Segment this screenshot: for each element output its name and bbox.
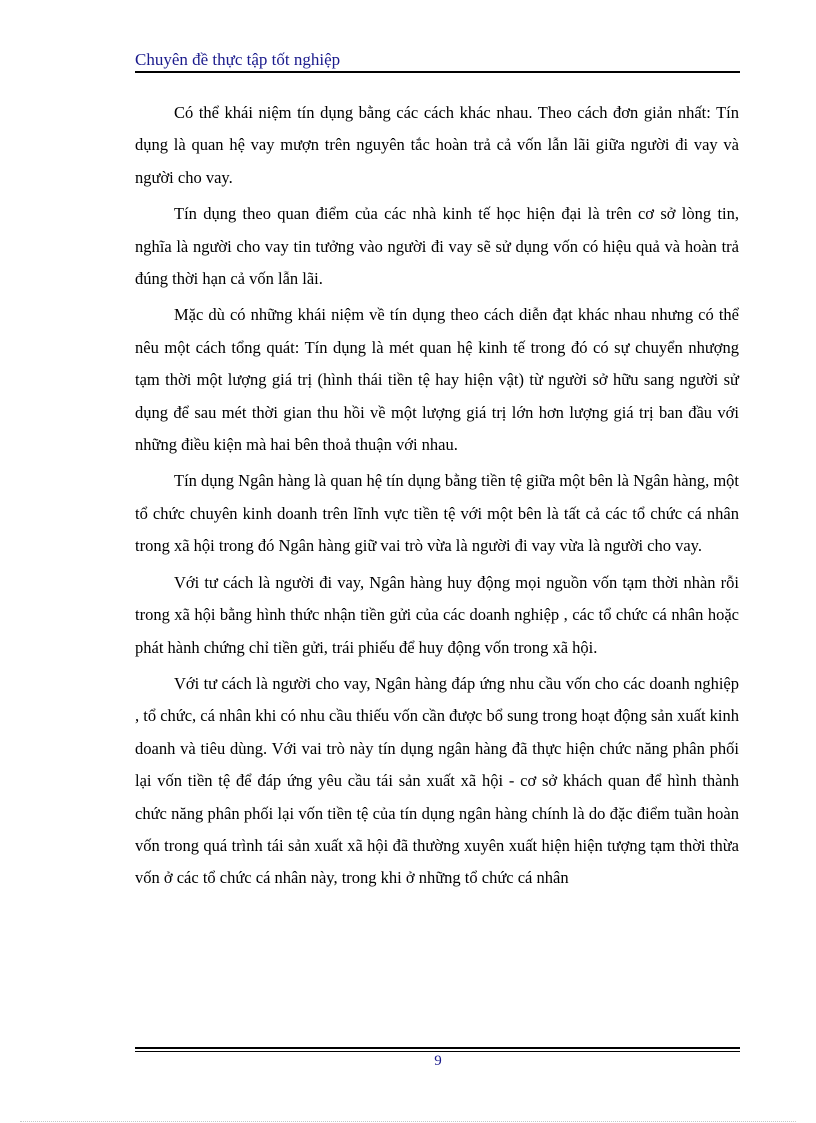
paragraph: Có thể khái niệm tín dụng bằng các cách khác nhau. Theo cách đơn giản nhất: Tín dụng là quan hệ vay mượn trên nguyên tắc hoàn trả cả vốn lẫn lãi giữa người đi vay và người cho vay.	[135, 103, 739, 187]
paragraph: Với tư cách là người cho vay, Ngân hàng đáp ứng nhu cầu vốn cho các doanh nghiệp , tổ chức, cá nhân khi có nhu cầu thiếu vốn cần được bổ sung trong hoạt động sản xuất kinh doanh và tiêu dùng. Với vai trò này tín dụng ngân hàng đã thực hiện chức năng phân phối lại vốn tiền tệ để đáp ứng yêu cầu tái sản xuất xã hội - cơ sở khách quan để hình thành chức năng phân phối lại vốn tiền tệ của tín dụng ngân hàng chính là do đặc điểm tuần hoàn vốn trong quá trình tái sản xuất xã hội đã thường xuyên xuất hiện hiện tượng tạm thời thừa vốn ở các tổ chức cá nhân này, trong khi ở những tổ chức cá nhân	[135, 673, 739, 888]
paragraph: Tín dụng Ngân hàng là quan hệ tín dụng bằng tiền tệ giữa một bên là Ngân hàng, một tổ chức chuyên kinh doanh trên lĩnh vực tiền tệ với một bên là tất cả các tổ chức cá nhân trong xã hội trong đó Ngân hàng giữ vai trò vừa là người đi vay vừa là người cho vay.	[135, 471, 739, 556]
paragraph: Với tư cách là người đi vay, Ngân hàng huy động mọi nguồn vốn tạm thời nhàn rỗi trong xã hội bằng hình thức nhận tiền gửi của các doanh nghiệp , các tổ chức cá nhân hoặc phát hành chứng chỉ tiền gửi, trái phiếu để huy động vốn trong xã hội.	[135, 572, 739, 657]
header-title: Chuyên đề thực tập tốt nghiệp	[135, 50, 341, 69]
page-edge	[20, 1121, 796, 1122]
footer-rule	[135, 1047, 740, 1049]
body-text	[135, 97, 739, 895]
page-number: 9	[434, 1053, 442, 1069]
header-rule	[135, 71, 740, 73]
paragraph: Mặc dù có những khái niệm về tín dụng theo cách diễn đạt khác nhau nhưng có thể nêu một cách tổng quát: Tín dụng là mét quan hệ kinh tế trong đó có sự chuyển nhượng tạm thời một lượng giá trị (hình thái tiền tệ hay hiện vật) từ người sở hữu sang người sử dụng để sau mét thời gian thu hồi về một lượng giá trị lớn hơn lượng giá trị ban đầu với những điều kiện mà hai bên thoả thuận với nhau.	[135, 305, 739, 455]
paragraph: Tín dụng theo quan điểm của các nhà kinh tế học hiện đại là trên cơ sở lòng tin, nghĩa là người cho vay tin tưởng vào người đi vay sẽ sử dụng vốn có hiệu quả và hoàn trả đúng thời hạn cả vốn lẫn lãi.	[135, 204, 739, 289]
footer-rule-thin	[135, 1051, 740, 1052]
